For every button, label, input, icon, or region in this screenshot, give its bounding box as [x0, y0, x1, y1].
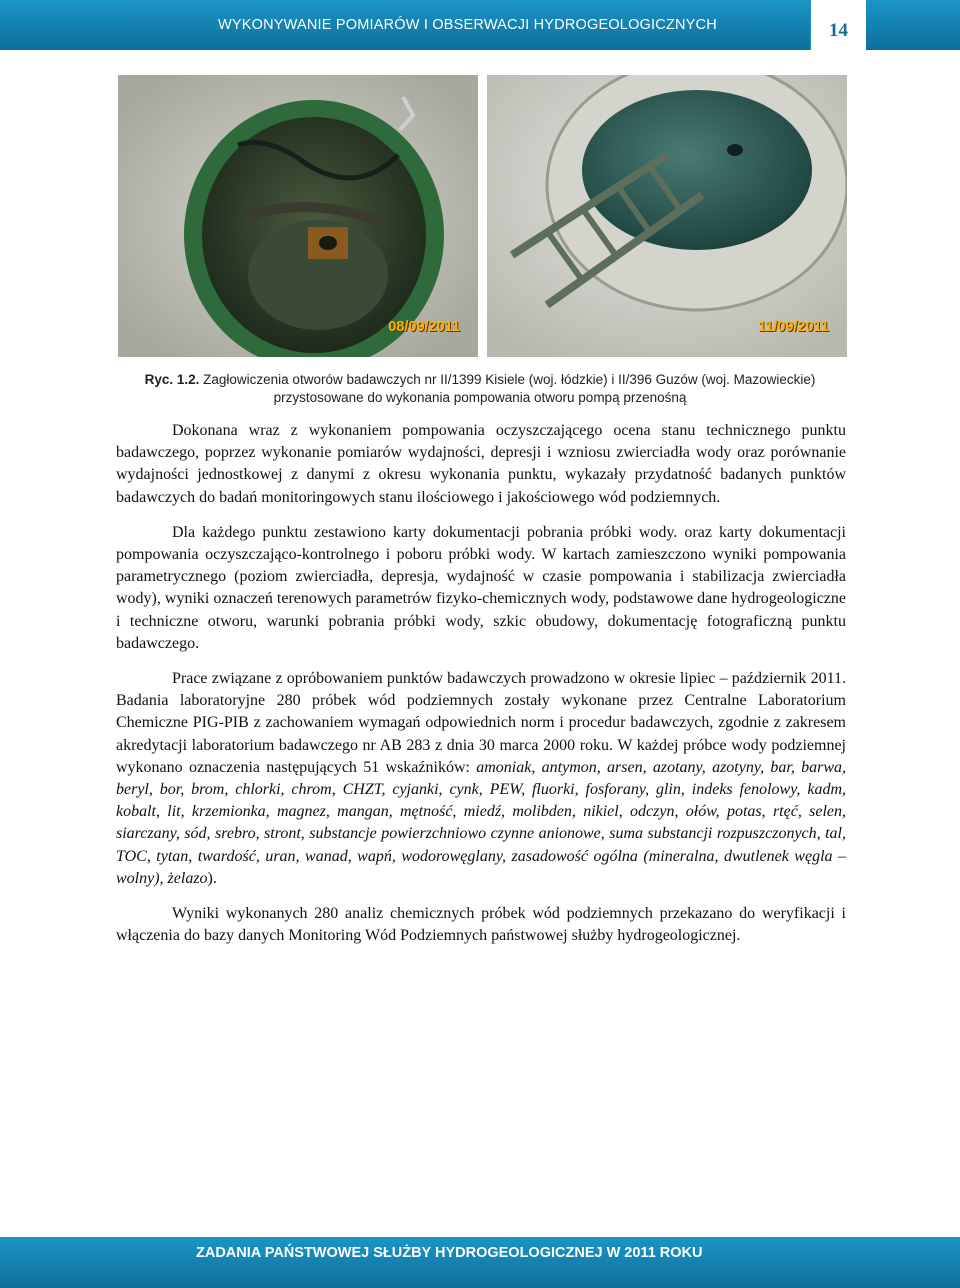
body-text — [116, 420, 846, 947]
page-footer — [0, 1237, 960, 1288]
photo-date-stamp: 08/09/2011 — [388, 319, 460, 335]
page-number: 14 — [810, 0, 866, 50]
paragraph-2: Dla każdego punktu zestawiono karty dokumentacji pobrania próbki wody. oraz karty dokumentacji pompowania oczyszczająco-kontrolnego i poboru próbki wody. W kartach zamieszczono wyniki pompowania parametrycznego (poziom zwierciadła, depresja, wydajność w czasie pompowania i stabilizacja zwierciadła wody), wyniki oznaczeń terenowych parametrów fizyko-chemicznych wody, podstawowe dane hydrogeologiczne i techniczne otworu, warunki pobrania próbki wody, szkic obudowy, dokumentację fotograficzną punktu badawczego. — [116, 523, 846, 652]
paragraph-3-end: ). — [207, 869, 217, 887]
caption-line-1: Zagłowiczenia otworów badawczych nr II/1399 Kisiele (woj. łódzkie) i II/396 Guzów (woj. Mazowieckie) — [203, 372, 816, 387]
photo-well-guzow — [487, 75, 847, 357]
indicator-list: amoniak, antymon, arsen, azotany, azotyny, bar, barwa, beryl, bor, brom, chlorki, chrom, CHZT, cyjanki, cynk, PEW, fluorki, fosforany, glin, indeks fenolowy, kadm, kobalt, lit, krzemionka, magnez, mangan, mętność, miedź, molibden, nikiel, odczyn, ołów, potas, rtęć, selen, siarczany, sód, srebro, stront, substancje powierzchniowo czynne anionowe, suma substancji rozpuszczonych, tal, TOC, tytan, twardość, uran, wanad, wapń, wodorowęglany, zasadowość ogólna (mineralna, dwutlenek węgla – wolny), żelazo — [116, 758, 847, 887]
figure-caption — [100, 371, 860, 407]
footer-title: ZADANIA PAŃSTWOWEJ SŁUŻBY HYDROGEOLOGICZNEJ W 2011 ROKU — [196, 1245, 703, 1261]
page-header — [0, 0, 960, 50]
photo-date-stamp: 11/09/2011 — [758, 319, 829, 335]
well-photo-image-1 — [118, 75, 478, 357]
photo-well-kisiele — [118, 75, 478, 357]
paragraph-3-intro: Prace związane z opróbowaniem punktów badawczych prowadzono w okresie lipiec – październik 2011. Badania laboratoryjne 280 próbek wód podziemnych zostały wykonane przez Centralne Laboratorium Chemiczne PIG-PIB z zachowaniem wymagań odpowiednich norm i procedur badawczych, zgodnie z zakresem akredytacji laboratorium badawczego nr AB 283 z dnia 30 marca 2000 roku. W każdej próbce wody podziemnej wykonano oznaczenia następujących 51 wskaźników: — [116, 670, 846, 776]
paragraph-3 — [116, 668, 846, 890]
caption-line-2: przystosowane do wykonania pompowania otworu pompą przenośną — [273, 390, 687, 405]
paragraph-1: Dokonana wraz z wykonaniem pompowania oczyszczającego ocena stanu technicznego punktu badawczego, poprzez wykonanie pomiarów wydajności, depresji i wzniosu zwierciadła wody oraz porównanie wydajności jednostkowej z danymi z okresu wykonania punktu, wykazały przydatność badanych punktów badawczych do badań monitoringowych stanu ilościowego i jakościowego wód podziemnych. — [116, 422, 846, 506]
figure-label: Ryc. 1.2. — [144, 372, 200, 387]
paragraph-4: Wyniki wykonanych 280 analiz chemicznych próbek wód podziemnych przekazano do weryfikacji i włączenia do bazy danych Monitoring Wód Podziemnych państwowej służby hydrogeologicznej. — [116, 905, 846, 945]
header-title: WYKONYWANIE POMIARÓW I OBSERWACJI HYDROGEOLOGICZNYCH — [218, 17, 717, 33]
well-photo-image-2 — [487, 75, 847, 357]
